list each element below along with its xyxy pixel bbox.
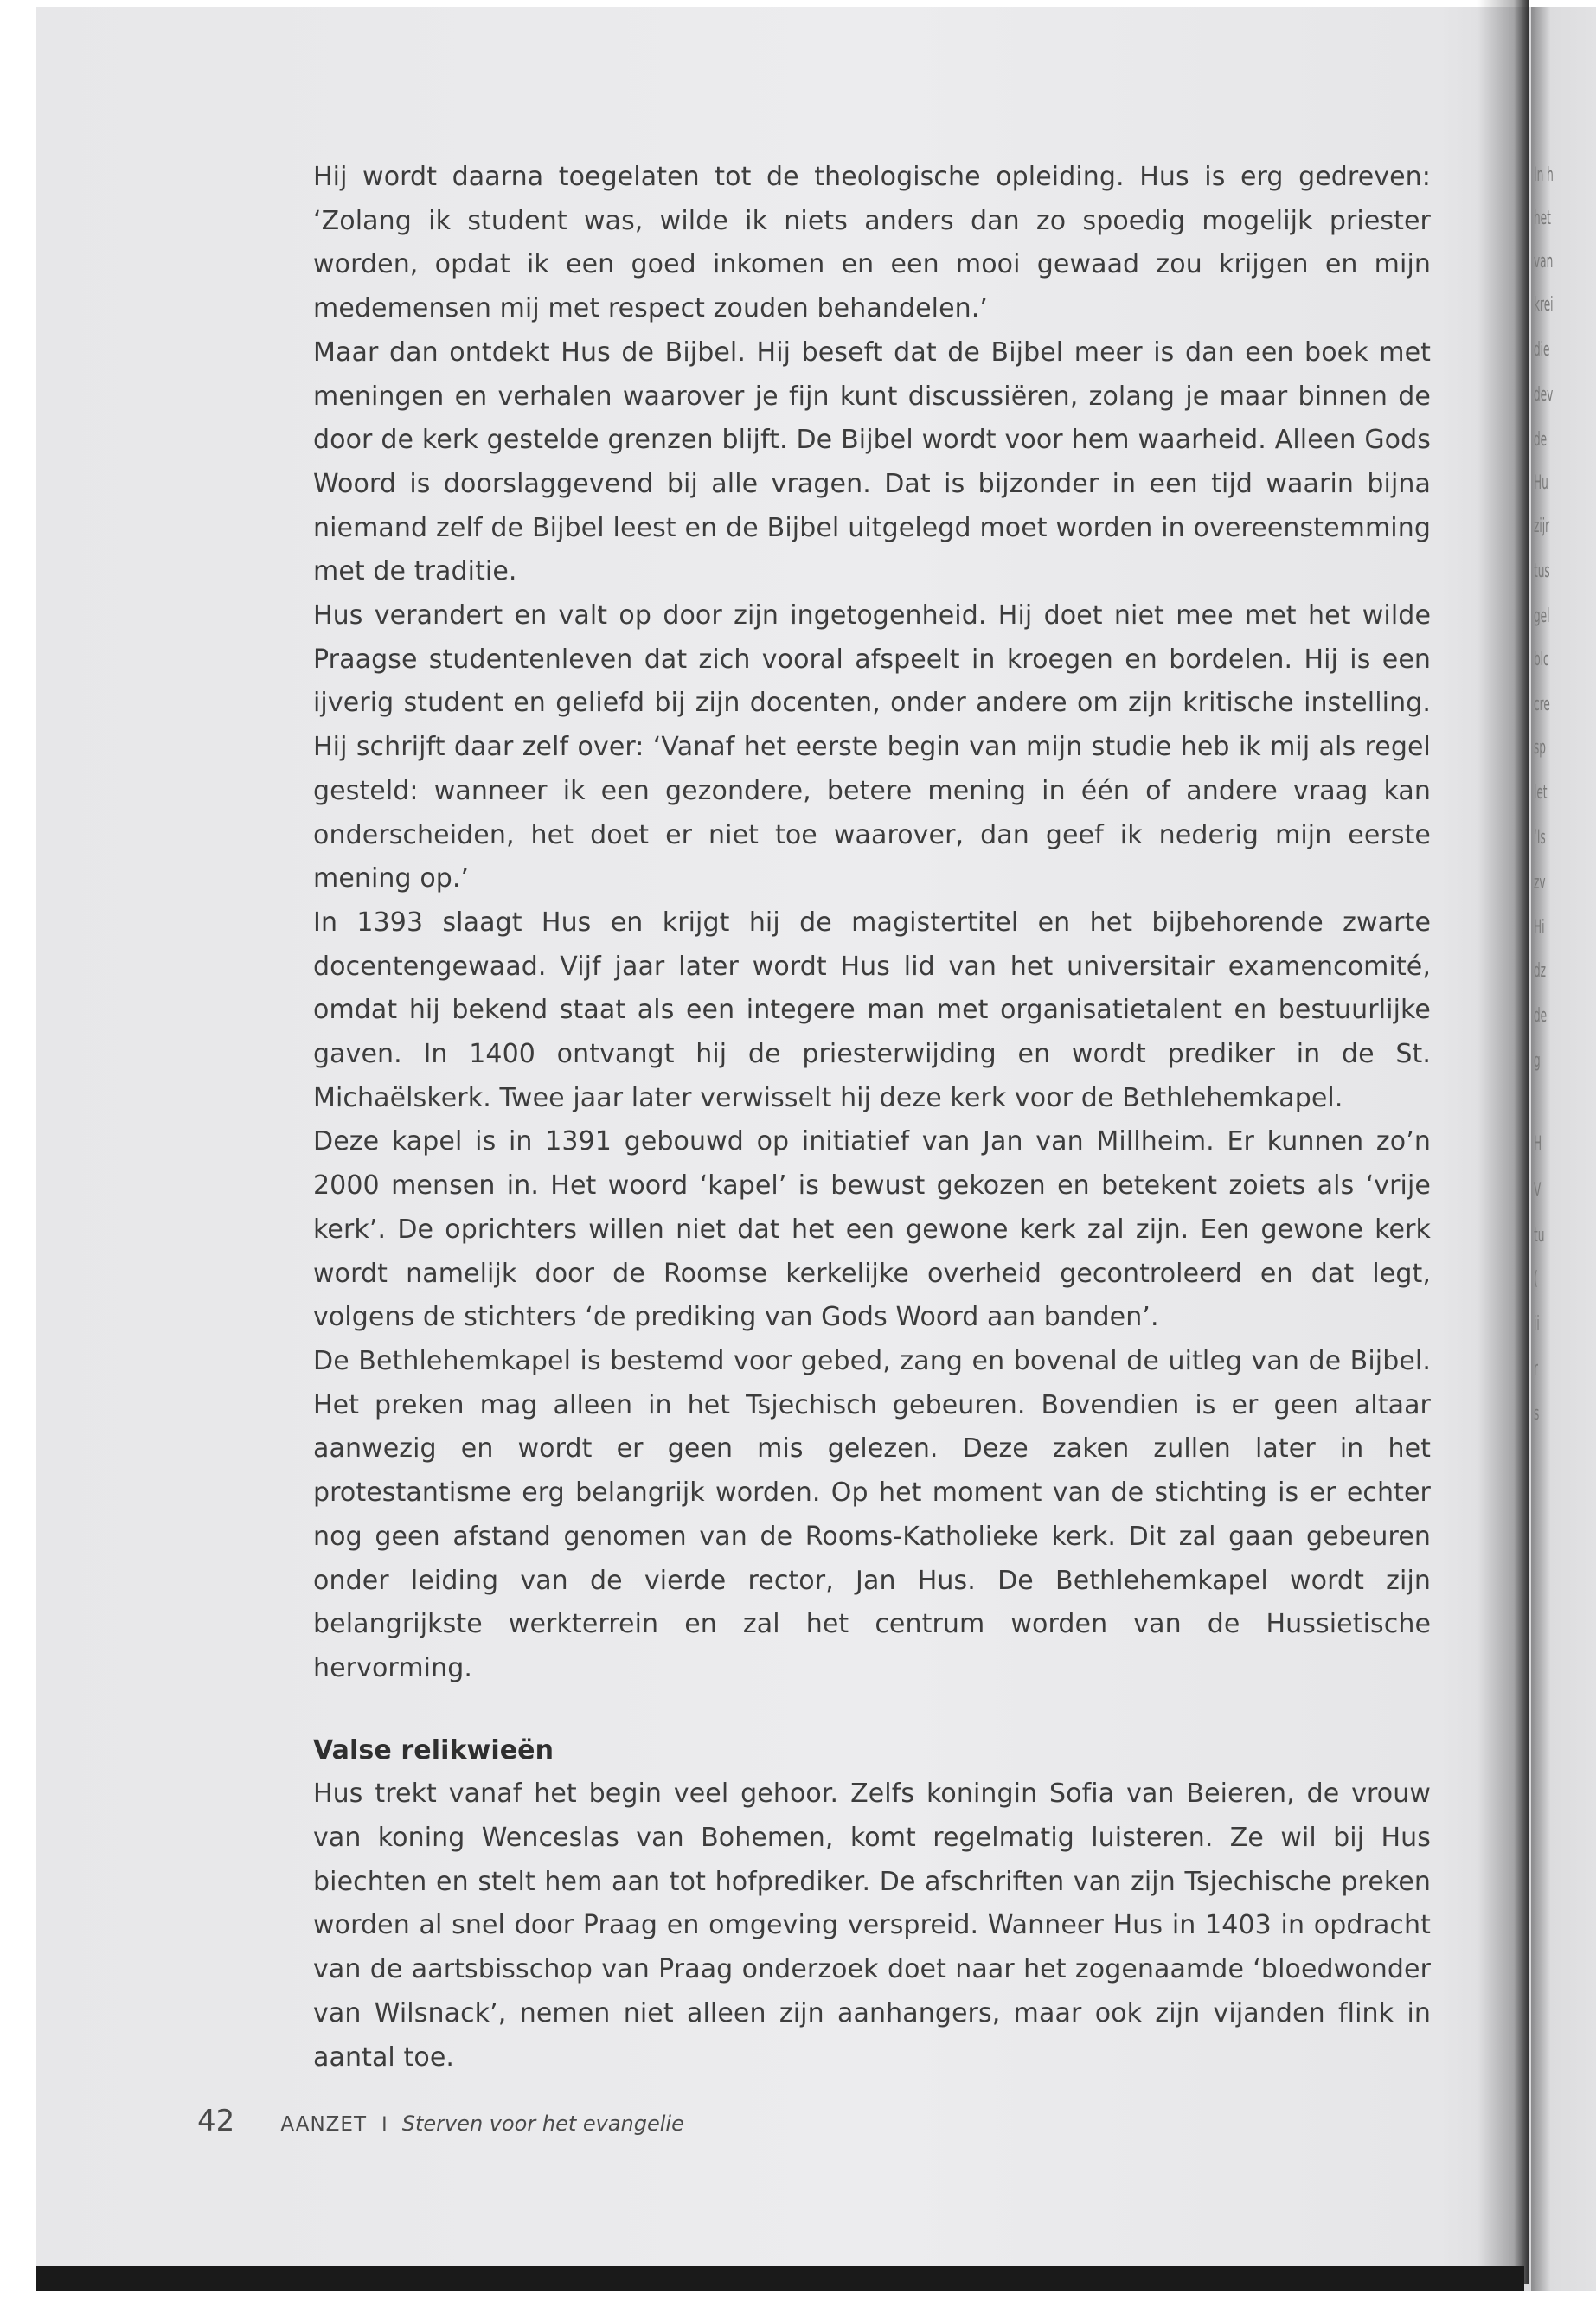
page-number: 42	[197, 2104, 235, 2138]
article-title: Sterven voor het evangelie	[401, 2112, 684, 2136]
footer-separator: I	[381, 2114, 388, 2136]
facing-page-fragment: van	[1534, 251, 1554, 272]
body-paragraph: Hus verandert en valt op door zijn ingetogenheid. Hij doet niet mee met het wilde Praagse studentenleven dat zich vooral afspeelt in kroegen en bordelen. Hij is een ijverig student en geliefd bij zijn docenten, onder andere om zijn kritische instelling. Hij schrijft daar zelf over: ‘Vanaf het eerste begin van mijn studie heb ik mij als regel gesteld: wanneer ik een gezondere, betere mening in één of andere vraag kan onderscheiden, het doet er niet toe waarover, dan geef ik nederig mijn eerste mening op.’	[313, 600, 1431, 894]
facing-page-fragment: zv	[1534, 872, 1546, 894]
facing-page-fragment: tus	[1534, 561, 1550, 582]
facing-page-fragment: r	[1534, 1358, 1538, 1380]
body-paragraph: In 1393 slaagt Hus en krijgt hij de magistertitel en het bijbehorende zwarte docentengewaad. Vijf jaar later wordt Hus lid van het universitair examencomité, omdat hij bekend staat als een integere man met organisatietalent en bestuurlijke gaven. In 1400 ontvangt hij de priesterwijding en wordt prediker in de St. Michaëlskerk. Twee jaar later verwisselt hij deze kerk voor de Bethlehemkapel.	[313, 907, 1431, 1113]
facing-page-fragment: V	[1534, 1180, 1542, 1202]
page-footer	[197, 2104, 684, 2138]
facing-page-fragment: krei	[1534, 294, 1554, 316]
facing-page-fragment: Hi	[1534, 917, 1545, 939]
facing-page-fragment: de	[1534, 1005, 1548, 1027]
spine-shadow	[1477, 0, 1529, 2284]
facing-page-fragment: g	[1534, 1050, 1541, 1072]
facing-page-fragment: dev	[1534, 384, 1554, 406]
facing-page-fragment: (	[1534, 1268, 1538, 1290]
facing-page-fragment: cre	[1534, 694, 1550, 715]
facing-page-fragment: sp	[1534, 737, 1546, 759]
facing-page-fragment: de	[1534, 429, 1548, 451]
body-paragraph: Hij wordt daarna toegelaten tot de theologische opleiding. Hus is erg gedreven: ‘Zolang ik student was, wilde ik niets anders dan zo spoedig mogelijk priester worden, opdat ik een goed inkomen en een mooi gewaad zou krijgen en mijn medemensen mij met respect zouden behandelen.’	[313, 162, 1431, 324]
section-paragraph: Hus trekt vanaf het begin veel gehoor. Zelfs koningin Sofia van Beieren, de vrouw van koning Wenceslas van Bohemen, komt regelmatig luisteren. Ze wil bij Hus biechten en stelt hem aan tot hofprediker. De afschriften van zijn Tsjechische preken worden al snel door Praag en omgeving verspreid. Wanneer Hus in 1403 in opdracht van de aartsbisschop van Praag onderzoek doet naar het zogenaamde ‘bloedwonder van Wilsnack’, nemen niet alleen zijn aanhangers, maar ook zijn vijanden flink in aantal toe.	[313, 1779, 1431, 2073]
facing-page-fragment: blc	[1534, 649, 1549, 670]
section-heading: Valse relikwieën	[313, 1734, 554, 1766]
facing-page-fragment: zijr	[1534, 516, 1550, 537]
facing-page-fragment: het	[1534, 208, 1551, 229]
facing-page-fragment: gel	[1534, 606, 1550, 627]
facing-page-fragment: Hu	[1534, 472, 1548, 494]
facing-page-fragment: ii	[1534, 1313, 1540, 1335]
facing-page-fragment: die	[1534, 339, 1550, 361]
page-bottom-edge	[36, 2266, 1524, 2291]
body-paragraph: Deze kapel is in 1391 gebouwd op initiatief van Jan van Millheim. Er kunnen zo’n 2000 mensen in. Het woord ‘kapel’ is bewust gekozen en betekent zoiets als ‘vrije kerk’. De oprichters willen niet dat het een gewone kerk zal zijn. Een gewone kerk wordt namelijk door de Roomse kerkelijke overheid gecontroleerd en dat legt, volgens de stichters ‘de prediking van Gods Woord aan banden’.	[313, 1126, 1431, 1333]
facing-page-fragment: dz	[1534, 960, 1547, 982]
facing-page-fragment: H	[1534, 1133, 1542, 1155]
article-body	[313, 156, 1431, 2080]
facing-page-fragment: let	[1534, 782, 1548, 804]
facing-page-fragment: ‘Is	[1534, 827, 1546, 849]
body-paragraph: Maar dan ontdekt Hus de Bijbel. Hij beseft dat de Bijbel meer is dan een boek met meningen en verhalen waarover je fijn kunt discussiëren, zolang je maar binnen de door de kerk gestelde grenzen blijft. De Bijbel wordt voor hem waarheid. Alleen Gods Woord is doorslaggevend bij alle vragen. Dat is bijzonder in een tijd waarin bijna niemand zelf de Bijbel leest en de Bijbel uitgelegd moet worden in overeenstemming met de traditie.	[313, 336, 1431, 587]
body-paragraph: De Bethlehemkapel is bestemd voor gebed, zang en bovenal de uitleg van de Bijbel. Het preken mag alleen in het Tsjechisch gebeuren. Bovendien is er geen altaar aanwezig en wordt er geen mis gelezen. Deze zaken zullen later in het protestantisme erg belangrijk worden. Op het moment van de stichting is er echter nog geen afstand genomen van de Rooms-Katholieke kerk. Dit zal gaan gebeuren onder leiding van de vierde rector, Jan Hus. De Bethlehemkapel wordt zijn belangrijkste werkterrein en zal het centrum worden van de Hussietische hervorming.	[313, 1345, 1431, 1683]
journal-name: AANZET	[280, 2113, 368, 2136]
facing-page-fragment: tu	[1534, 1225, 1545, 1247]
facing-page-fragment: s	[1534, 1403, 1540, 1425]
facing-page-fragment: In h	[1534, 164, 1554, 186]
